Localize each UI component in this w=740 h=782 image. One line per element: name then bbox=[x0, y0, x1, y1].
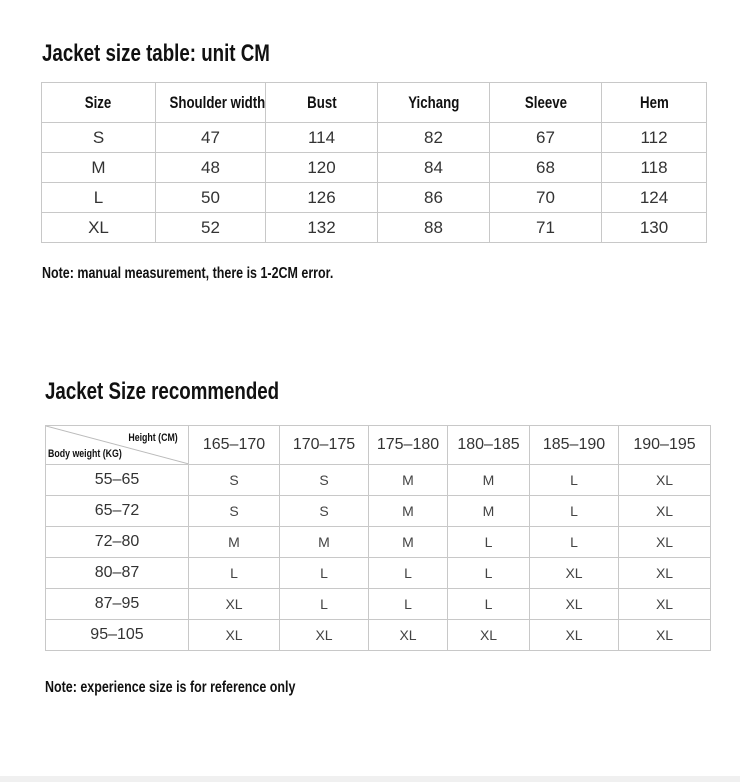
table-cell: 67 bbox=[490, 123, 602, 153]
size-cell: M bbox=[369, 496, 448, 527]
size-cell: S bbox=[189, 465, 280, 496]
size-cell: XL bbox=[619, 620, 711, 651]
bottom-divider bbox=[0, 776, 740, 782]
size-table-title: Jacket size table: unit CM bbox=[42, 40, 270, 67]
size-cell: XL bbox=[369, 620, 448, 651]
size-cell: L bbox=[369, 558, 448, 589]
table-cell: 82 bbox=[378, 123, 490, 153]
table-cell: 120 bbox=[266, 153, 378, 183]
height-header: 175–180 bbox=[369, 426, 448, 465]
table-cell: 71 bbox=[490, 213, 602, 243]
size-cell: XL bbox=[619, 558, 711, 589]
height-header: 170–175 bbox=[280, 426, 369, 465]
weight-cell: 80–87 bbox=[46, 558, 189, 589]
size-cell: XL bbox=[530, 620, 619, 651]
size-cell: XL bbox=[189, 620, 280, 651]
table-cell: 126 bbox=[266, 183, 378, 213]
weight-cell: 95–105 bbox=[46, 620, 189, 651]
size-cell: XL bbox=[619, 496, 711, 527]
height-header: 185–190 bbox=[530, 426, 619, 465]
size-cell: M bbox=[280, 527, 369, 558]
size-cell: L bbox=[530, 496, 619, 527]
column-header-sleeve: Sleeve bbox=[490, 83, 602, 123]
table-cell: 47 bbox=[156, 123, 266, 153]
table-cell: S bbox=[42, 123, 156, 153]
size-table-header-row bbox=[42, 83, 707, 123]
table-cell: 68 bbox=[490, 153, 602, 183]
table-cell: 124 bbox=[602, 183, 707, 213]
size-cell: XL bbox=[619, 527, 711, 558]
column-header-bust: Bust bbox=[266, 83, 378, 123]
size-cell: L bbox=[448, 558, 530, 589]
height-header: 180–185 bbox=[448, 426, 530, 465]
size-cell: XL bbox=[530, 589, 619, 620]
size-cell: L bbox=[280, 589, 369, 620]
size-cell: M bbox=[369, 527, 448, 558]
table-cell: L bbox=[42, 183, 156, 213]
table-cell: M bbox=[42, 153, 156, 183]
weight-cell: 72–80 bbox=[46, 527, 189, 558]
table-row bbox=[46, 589, 711, 620]
weight-axis-label: Body weight (KG) bbox=[48, 448, 122, 460]
height-axis-label: Height (CM) bbox=[128, 432, 178, 444]
table-cell: 86 bbox=[378, 183, 490, 213]
size-cell: L bbox=[448, 527, 530, 558]
size-cell: M bbox=[189, 527, 280, 558]
table-cell: XL bbox=[42, 213, 156, 243]
size-cell: XL bbox=[189, 589, 280, 620]
table-cell: 130 bbox=[602, 213, 707, 243]
size-cell: XL bbox=[280, 620, 369, 651]
size-cell: L bbox=[530, 465, 619, 496]
column-header-size: Size bbox=[42, 83, 156, 123]
size-cell: M bbox=[448, 496, 530, 527]
size-cell: S bbox=[280, 465, 369, 496]
recommend-table bbox=[45, 425, 711, 651]
table-cell: 48 bbox=[156, 153, 266, 183]
table-row bbox=[42, 213, 707, 243]
recommend-table-title: Jacket Size recommended bbox=[45, 378, 280, 405]
table-cell: 70 bbox=[490, 183, 602, 213]
table-cell: 114 bbox=[266, 123, 378, 153]
size-cell: M bbox=[369, 465, 448, 496]
weight-cell: 55–65 bbox=[46, 465, 189, 496]
table-row bbox=[42, 153, 707, 183]
table-row bbox=[46, 496, 711, 527]
size-cell: L bbox=[448, 589, 530, 620]
size-cell: XL bbox=[619, 589, 711, 620]
column-header-yichang: Yichang bbox=[378, 83, 490, 123]
table-row bbox=[46, 558, 711, 589]
size-cell: L bbox=[369, 589, 448, 620]
size-cell: S bbox=[189, 496, 280, 527]
column-header-hem: Hem bbox=[602, 83, 707, 123]
table-cell: 132 bbox=[266, 213, 378, 243]
table-row bbox=[46, 465, 711, 496]
column-header-shoulder-width: Shoulder width bbox=[156, 83, 266, 123]
table-cell: 84 bbox=[378, 153, 490, 183]
size-cell: S bbox=[280, 496, 369, 527]
table-cell: 52 bbox=[156, 213, 266, 243]
corner-header-cell bbox=[46, 426, 189, 465]
weight-cell: 87–95 bbox=[46, 589, 189, 620]
size-table-note: Note: manual measurement, there is 1-2CM error. bbox=[42, 265, 334, 282]
recommend-table-header-row bbox=[46, 426, 711, 465]
size-cell: L bbox=[530, 527, 619, 558]
size-table bbox=[41, 82, 707, 243]
size-cell: XL bbox=[619, 465, 711, 496]
size-cell: XL bbox=[448, 620, 530, 651]
table-row bbox=[42, 183, 707, 213]
table-cell: 112 bbox=[602, 123, 707, 153]
table-cell: 88 bbox=[378, 213, 490, 243]
size-cell: L bbox=[280, 558, 369, 589]
table-cell: 118 bbox=[602, 153, 707, 183]
height-header: 190–195 bbox=[619, 426, 711, 465]
table-row bbox=[42, 123, 707, 153]
height-header: 165–170 bbox=[189, 426, 280, 465]
table-row bbox=[46, 620, 711, 651]
weight-cell: 65–72 bbox=[46, 496, 189, 527]
size-cell: XL bbox=[530, 558, 619, 589]
table-cell: 50 bbox=[156, 183, 266, 213]
recommend-table-note: Note: experience size is for reference only bbox=[45, 679, 296, 696]
size-cell: M bbox=[448, 465, 530, 496]
table-row bbox=[46, 527, 711, 558]
size-cell: L bbox=[189, 558, 280, 589]
